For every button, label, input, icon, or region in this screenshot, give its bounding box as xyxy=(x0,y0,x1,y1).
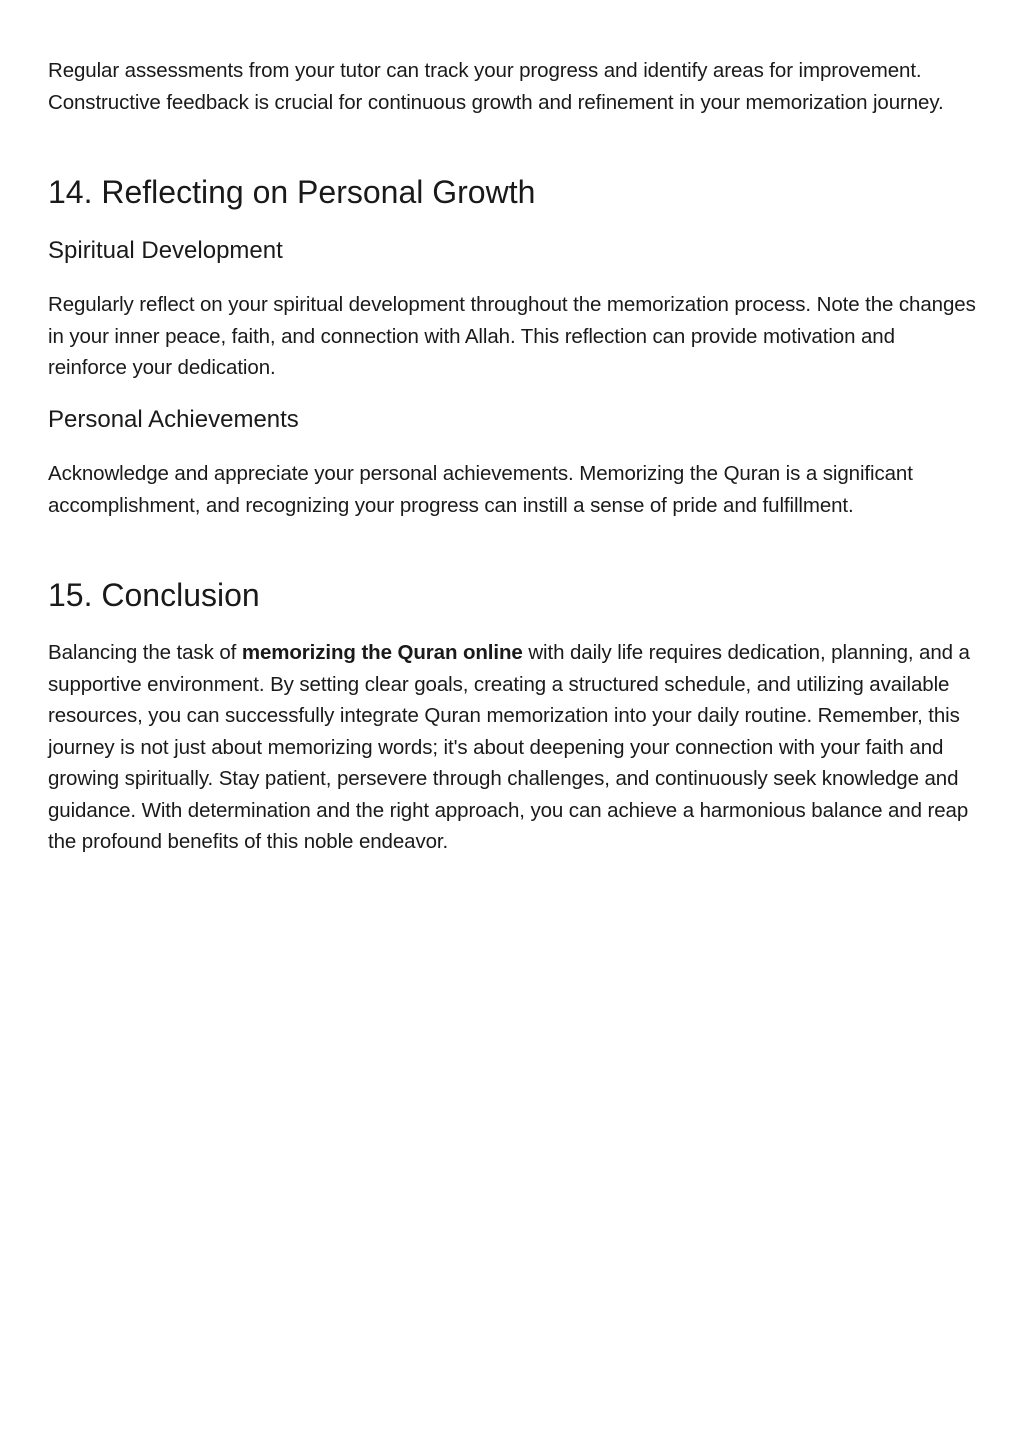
personal-achievements-paragraph: Acknowledge and appreciate your personal achievements. Memorizing the Quran is a significant accomplishment, and recognizing your progress can instill a sense of pride and fulfillment. xyxy=(48,462,913,517)
spiritual-development-paragraph: Regularly reflect on your spiritual development throughout the memorization process. Note the changes in your inner peace, faith, and connection with Allah. This reflection can provide motivation and reinforce your dedication. xyxy=(48,293,976,379)
spiritual-development-heading: Spiritual Development xyxy=(48,237,283,264)
conclusion-text-start: Balancing the task of xyxy=(48,641,242,664)
section-15-heading: 15. Conclusion xyxy=(48,577,260,613)
conclusion-bold-phrase: memorizing the Quran online xyxy=(241,641,523,664)
section-14-heading: 14. Reflecting on Personal Growth xyxy=(48,174,536,210)
conclusion-paragraph xyxy=(48,637,978,858)
intro-paragraph: Regular assessments from your tutor can track your progress and identify areas for improvement. Constructive feedback is crucial for continuous growth and refinement in your memorization journey. xyxy=(48,59,944,114)
personal-achievements-heading: Personal Achievements xyxy=(48,406,299,433)
conclusion-text-end: with daily life requires dedication, planning, and a supportive environment. By setting clear goals, creating a structured schedule, and utilizing available resources, you can successfully integrate Quran memorization into your daily routine. Remember, this journey is not just about memorizing words; it's about deepening your connection with your faith and growing spiritually. Stay patient, persevere through challenges, and continuously seek knowledge and guidance. With determination and the right approach, you can achieve a harmonious balance and reap the profound benefits of this noble endeavor. xyxy=(48,641,970,853)
